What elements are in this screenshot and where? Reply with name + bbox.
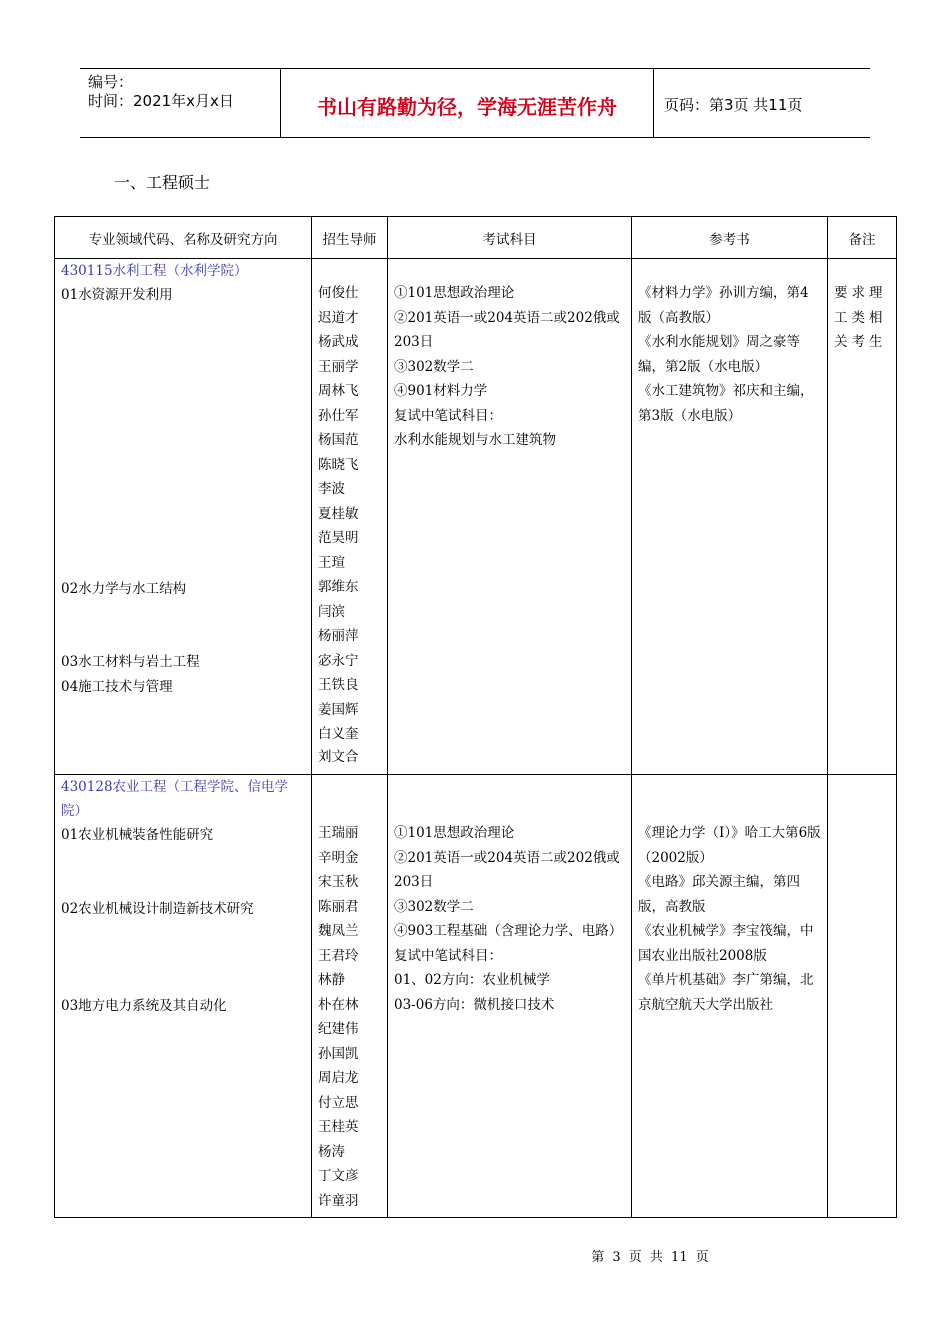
supervisor: 林静 xyxy=(318,972,345,988)
supervisor: 李波 xyxy=(318,481,345,497)
header-motto: 书山有路勤为径，学海无涯苦作舟 xyxy=(317,94,617,119)
supervisor: 王君玲 xyxy=(318,947,359,964)
exam-cell xyxy=(388,775,632,1218)
enrollment-table xyxy=(54,216,897,1218)
direction: 02农业机械设计制造新技术研究 xyxy=(61,900,254,917)
direction: 03水工材料与岩土工程 xyxy=(61,654,200,670)
exam-subject: 复试中笔试科目： xyxy=(394,407,502,424)
supervisor: 辛明金 xyxy=(318,849,359,866)
supervisor-cell xyxy=(312,775,388,1218)
field-cell xyxy=(55,775,312,1218)
supervisor: 纪建伟 xyxy=(318,1021,359,1037)
section-title: 一、工程硕士 xyxy=(114,173,211,192)
table-row xyxy=(55,259,897,775)
supervisor: 姜国辉 xyxy=(318,701,359,718)
exam-cell xyxy=(388,259,632,775)
remark-cell xyxy=(828,259,897,775)
supervisor: 杨武成 xyxy=(318,334,359,350)
reference-book: 《理论力学（Ⅰ）》哈工大第6版（2002版） xyxy=(638,825,821,866)
supervisor-cell xyxy=(312,259,388,775)
page-footer: 第 3 页 共 11 页 xyxy=(591,1250,709,1265)
reference-book: 《单片机基础》李广第编，北京航空航天大学出版社 xyxy=(638,972,814,1013)
direction: 03地方电力系统及其自动化 xyxy=(61,998,227,1014)
column-header: 招生导师 xyxy=(312,217,388,259)
column-header: 备注 xyxy=(828,217,897,259)
exam-subject: 水利水能规划与水工建筑物 xyxy=(394,432,556,448)
supervisor: 丁文彦 xyxy=(318,1168,359,1184)
header-page-info: 页码：第3页 共11页 xyxy=(664,95,803,114)
direction: 01农业机械装备性能研究 xyxy=(61,827,214,843)
exam-subject: ④903工程基础（含理论力学、电路） xyxy=(394,923,623,939)
supervisor: 王铁良 xyxy=(318,677,359,693)
supervisor: 白义奎 xyxy=(318,726,359,742)
header-divider xyxy=(653,69,654,137)
reference-book: 《材料力学》孙训方编，第4版（高教版） xyxy=(638,285,809,326)
exam-subject: ②201英语一或204英语二或202俄或203日 xyxy=(394,309,620,350)
exam-subject: 复试中笔试科目： xyxy=(394,947,502,964)
number-label: 编号： xyxy=(88,73,134,91)
page-header xyxy=(80,68,870,138)
supervisor: 杨涛 xyxy=(318,1143,345,1160)
supervisor: 何俊仕 xyxy=(318,285,359,301)
header-meta xyxy=(88,73,280,111)
exam-subject: ④901材料力学 xyxy=(394,383,488,399)
field-cell xyxy=(55,259,312,775)
supervisor: 孙国凯 xyxy=(318,1045,359,1062)
exam-subject: ③302数学二 xyxy=(394,358,474,375)
supervisor: 王瑞丽 xyxy=(318,825,359,841)
remark-cell xyxy=(828,775,897,1218)
supervisor: 魏凤兰 xyxy=(318,923,359,939)
direction: 02水力学与水工结构 xyxy=(61,580,187,597)
supervisor: 杨丽萍 xyxy=(318,628,359,644)
supervisor: 王瑄 xyxy=(318,554,345,571)
exam-subject: 01、02方向：农业机械学 xyxy=(394,972,550,988)
reference-book: 《水工建筑物》祁庆和主编，第3版（水电版） xyxy=(638,383,814,424)
direction: 04施工技术与管理 xyxy=(61,678,173,695)
reference-book: 《水利水能规划》周之豪等编，第2版（水电版） xyxy=(638,334,800,375)
supervisor: 陈丽君 xyxy=(318,898,359,915)
supervisor: 孙仕军 xyxy=(318,407,359,424)
table-header-row xyxy=(55,217,897,259)
field-title: 430128农业工程（工程学院、信电学院） xyxy=(61,779,289,819)
reference-book: 《电路》邱关源主编，第四版，高教版 xyxy=(638,874,800,915)
supervisor: 宋玉秋 xyxy=(318,874,359,890)
reference-book: 《农业机械学》李宝筏编，中国农业出版社2008版 xyxy=(638,923,814,964)
remark: 要求理工类相关考生 xyxy=(834,285,887,350)
direction: 01水资源开发利用 xyxy=(61,287,173,303)
supervisor: 范昊明 xyxy=(318,530,359,546)
supervisor: 闫滨 xyxy=(318,603,345,620)
time-label: 时间：2021年x月x日 xyxy=(88,92,234,110)
supervisor: 杨国范 xyxy=(318,432,359,448)
supervisor: 宓永宁 xyxy=(318,652,359,669)
supervisor: 迟道才 xyxy=(318,309,359,326)
book-cell xyxy=(632,775,828,1218)
supervisor: 陈晓飞 xyxy=(318,456,359,473)
exam-subject: ①101思想政治理论 xyxy=(394,825,515,841)
supervisor: 王桂英 xyxy=(318,1119,359,1135)
supervisor: 郭维东 xyxy=(318,579,359,595)
supervisor: 周启龙 xyxy=(318,1070,359,1086)
exam-subject: 03-06方向：微机接口技术 xyxy=(394,996,555,1013)
exam-subject: ③302数学二 xyxy=(394,898,474,915)
supervisor: 周林飞 xyxy=(318,383,359,399)
column-header: 参考书 xyxy=(632,217,828,259)
supervisor: 付立思 xyxy=(318,1094,359,1111)
supervisor: 王丽学 xyxy=(318,358,359,375)
supervisor: 朴在林 xyxy=(318,996,359,1013)
table-row xyxy=(55,775,897,1218)
book-cell xyxy=(632,259,828,775)
column-header: 考试科目 xyxy=(388,217,632,259)
exam-subject: ②201英语一或204英语二或202俄或203日 xyxy=(394,849,620,890)
field-title: 430115水利工程（水利学院） xyxy=(61,263,248,279)
column-header: 专业领域代码、名称及研究方向 xyxy=(55,217,312,259)
exam-subject: ①101思想政治理论 xyxy=(394,285,515,301)
supervisor: 刘文合 xyxy=(318,748,359,765)
supervisor: 许童羽 xyxy=(318,1192,359,1209)
supervisor: 夏桂敏 xyxy=(318,505,359,522)
